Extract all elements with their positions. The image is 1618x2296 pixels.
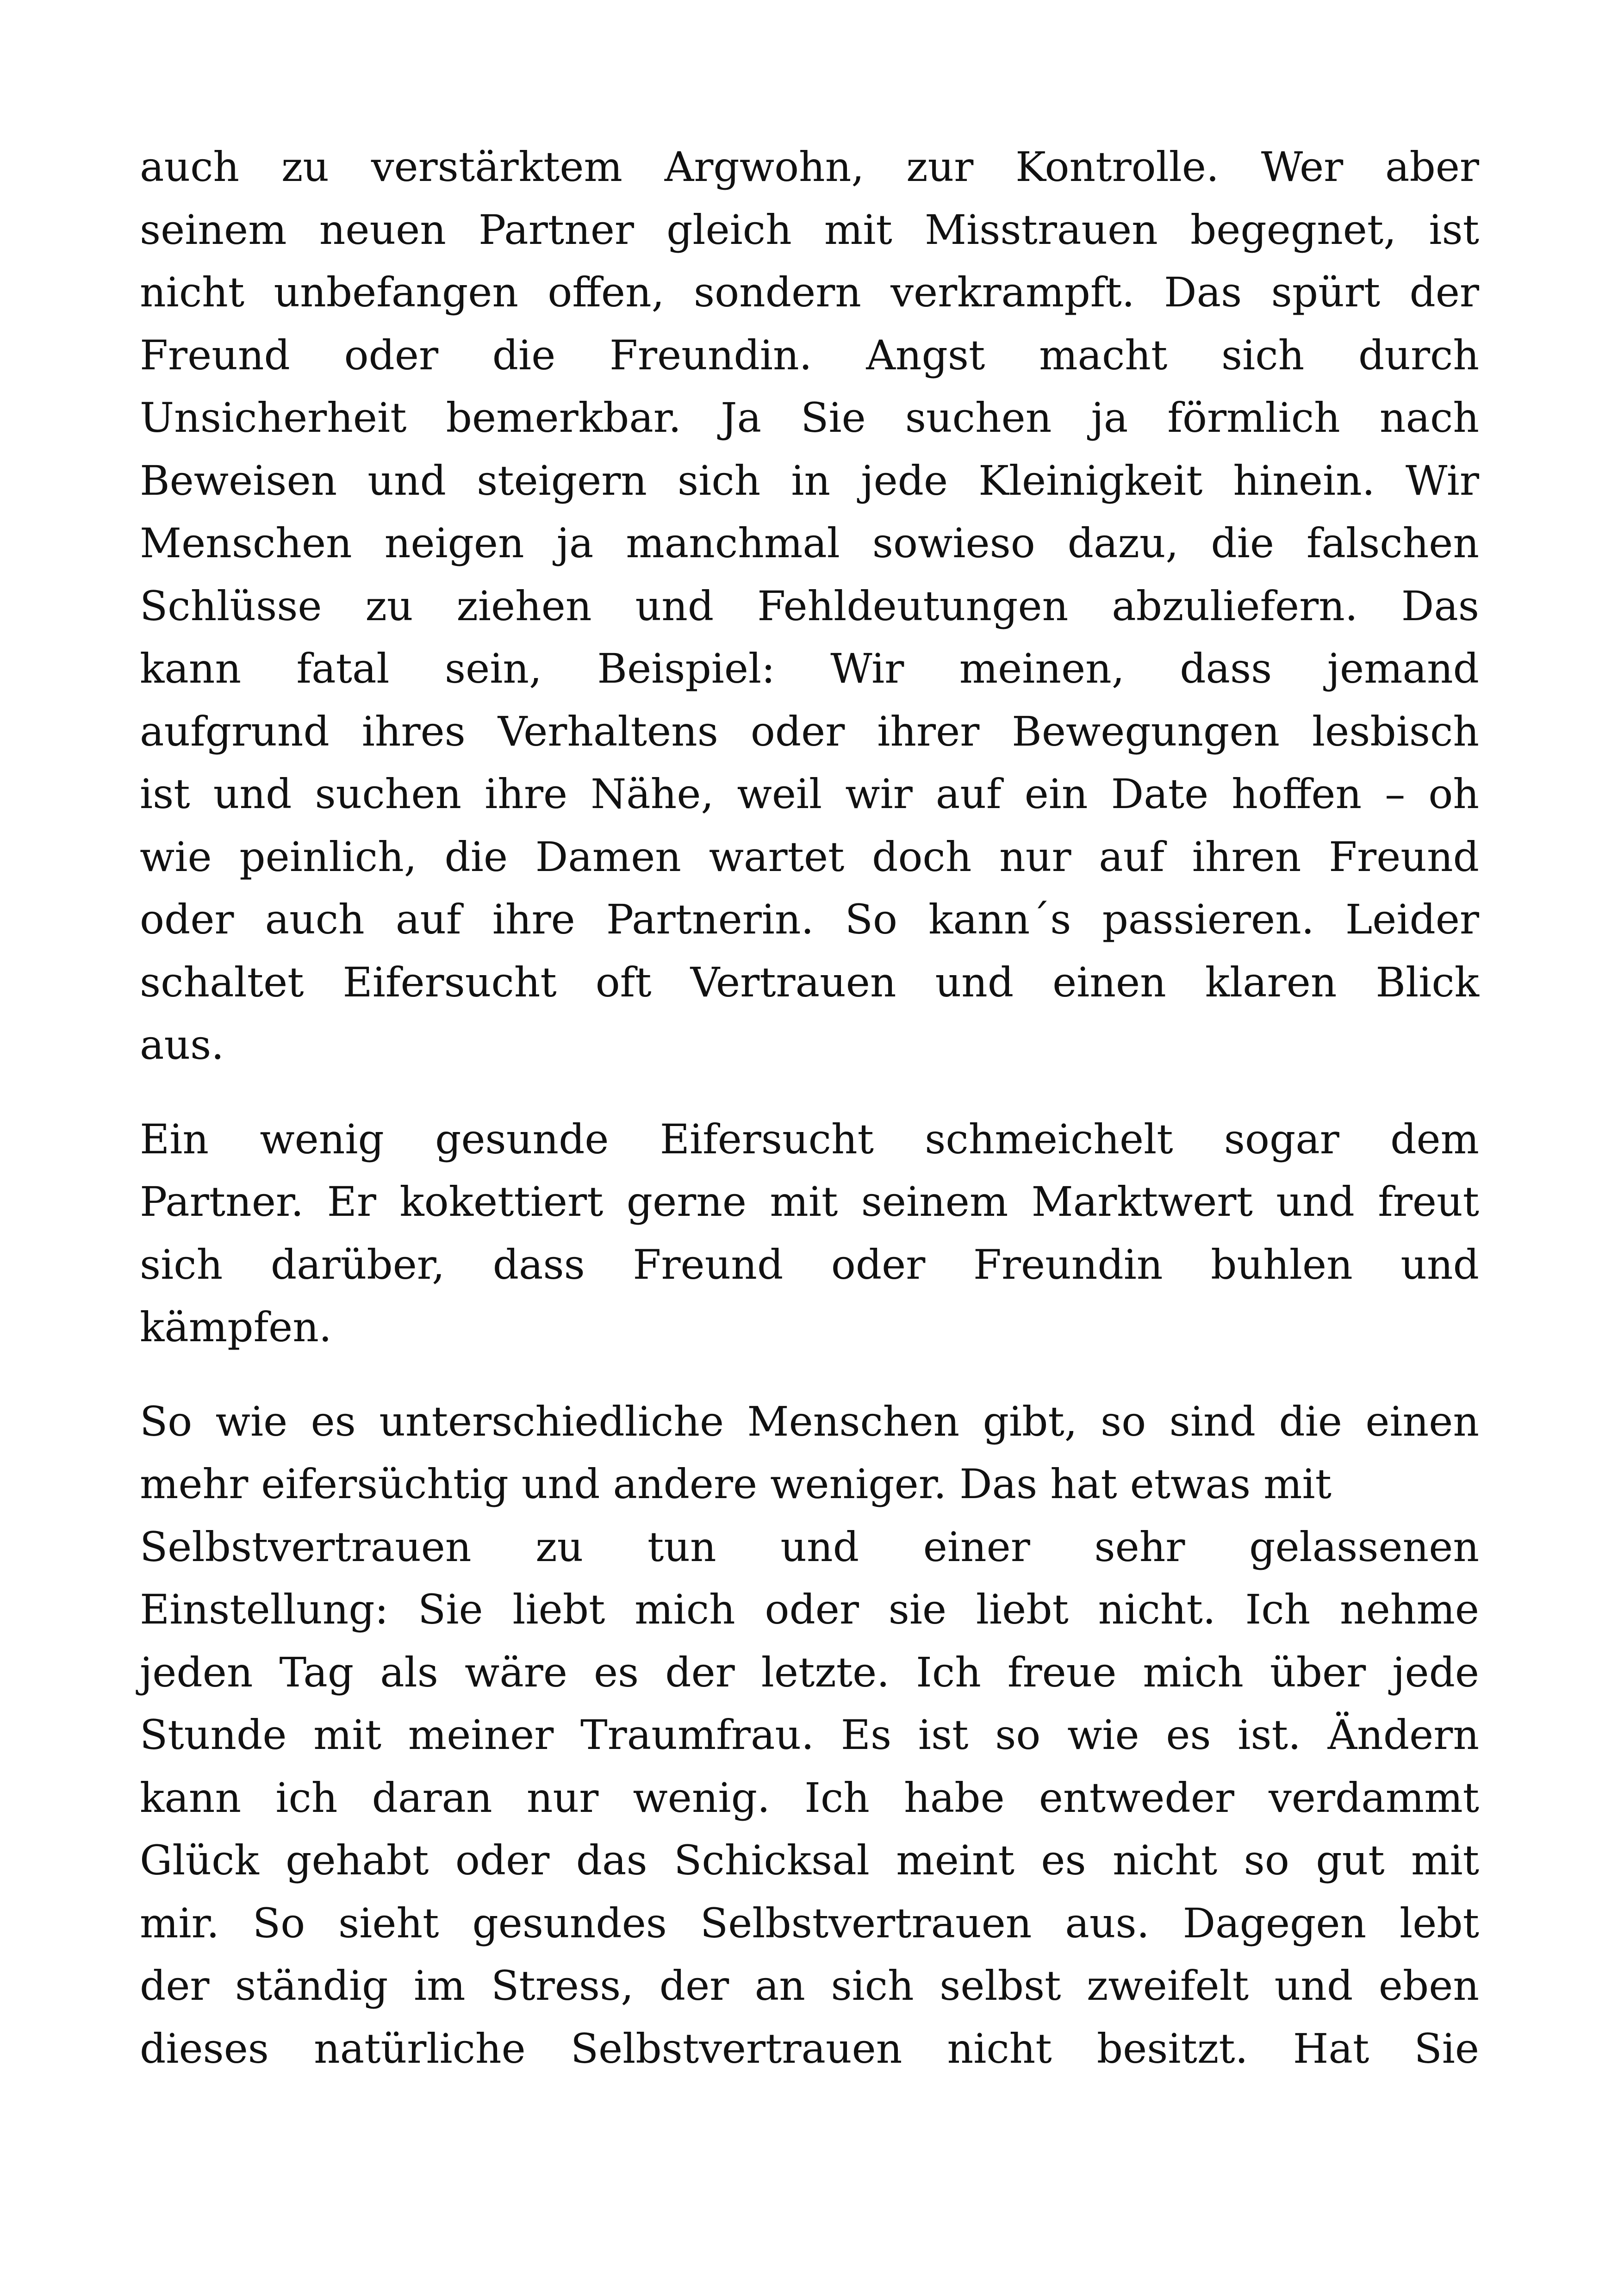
text-line: Menschen neigen ja manchmal sowieso dazu, die falschen <box>140 519 1479 567</box>
text-line: Unsicherheit bemerkbar. Ja Sie suchen ja förmlich nach <box>140 394 1479 442</box>
text-line: Freund oder die Freundin. Angst macht sich durch <box>140 331 1479 379</box>
body-text <box>140 136 1479 2080</box>
text-line: wie peinlich, die Damen wartet doch nur auf ihren Freund <box>140 833 1479 881</box>
text-line: Schlüsse zu ziehen und Fehldeutungen abzuliefern. Das <box>140 582 1479 630</box>
paragraph-gap <box>140 1076 1479 1108</box>
text-line: kämpfen. <box>140 1303 332 1351</box>
text-line: Glück gehabt oder das Schicksal meint es nicht so gut mit <box>140 1836 1479 1884</box>
text-line: mehr eifersüchtig und andere weniger. Das hat etwas mit <box>140 1460 1332 1508</box>
text-line: dieses natürliche Selbstvertrauen nicht besitzt. Hat Sie <box>140 2024 1479 2072</box>
text-line: oder auch auf ihre Partnerin. So kann´s passieren. Leider <box>140 896 1479 943</box>
paragraph <box>140 1390 1479 2080</box>
text-line: aus. <box>140 1021 224 1069</box>
text-line: jeden Tag als wäre es der letzte. Ich freue mich über jede <box>140 1648 1479 1696</box>
text-line: der ständig im Stress, der an sich selbst zweifelt und eben <box>140 1962 1479 2010</box>
text-line: Ein wenig gesunde Eifersucht schmeichelt sogar dem <box>140 1115 1479 1163</box>
text-line: ist und suchen ihre Nähe, weil wir auf ein Date hoffen – oh <box>140 770 1479 818</box>
text-line: Einstellung: Sie liebt mich oder sie liebt nicht. Ich nehme <box>140 1586 1479 1633</box>
paragraph <box>140 136 1479 1076</box>
text-line: Partner. Er kokettiert gerne mit seinem Marktwert und freut <box>140 1178 1479 1226</box>
text-line: auch zu verstärktem Argwohn, zur Kontrolle. Wer aber <box>140 143 1479 191</box>
text-line: So wie es unterschiedliche Menschen gibt, so sind die einen <box>140 1397 1479 1445</box>
paragraph <box>140 1108 1479 1359</box>
text-line: nicht unbefangen offen, sondern verkrampft. Das spürt der <box>140 268 1479 316</box>
paragraph-gap <box>140 1359 1479 1390</box>
text-line: kann ich daran nur wenig. Ich habe entweder verdammt <box>140 1773 1479 1822</box>
text-line: mir. So sieht gesundes Selbstvertrauen aus. Dagegen lebt <box>140 1899 1479 1947</box>
text-line: seinem neuen Partner gleich mit Misstrauen begegnet, ist <box>140 205 1479 254</box>
text-line: kann fatal sein, Beispiel: Wir meinen, dass jemand <box>140 645 1479 692</box>
text-line: sich darüber, dass Freund oder Freundin buhlen und <box>140 1240 1479 1288</box>
text-line: Selbstvertrauen zu tun und einer sehr gelassenen <box>140 1523 1479 1571</box>
text-line: aufgrund ihres Verhaltens oder ihrer Bewegungen lesbisch <box>140 707 1479 755</box>
text-line: schaltet Eifersucht oft Vertrauen und einen klaren Blick <box>140 958 1479 1006</box>
text-line: Stunde mit meiner Traumfrau. Es ist so wie es ist. Ändern <box>140 1711 1479 1759</box>
text-line: Beweisen und steigern sich in jede Kleinigkeit hinein. Wir <box>140 456 1479 504</box>
